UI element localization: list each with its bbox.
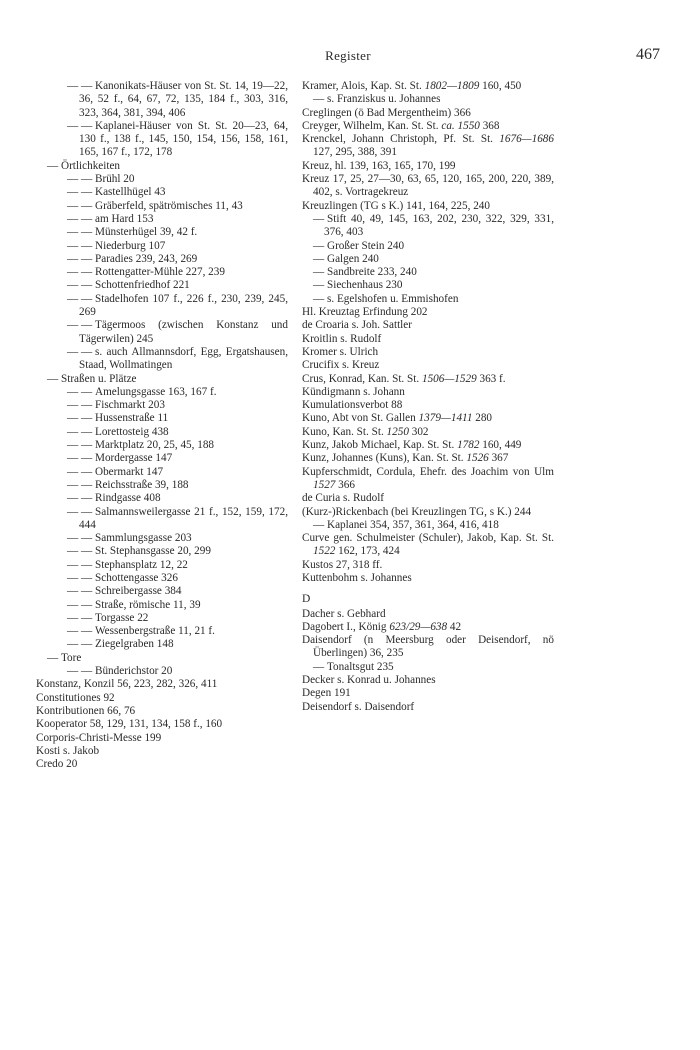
entry-text: Hl. Kreuztag Erfindung 202 bbox=[302, 306, 428, 319]
entry-text: Reichsstraße 39, 188 bbox=[95, 478, 189, 491]
index-entry bbox=[36, 412, 288, 425]
sub-entry-dash: — — bbox=[67, 665, 93, 678]
entry-text: Sammlungsgasse 203 bbox=[95, 532, 192, 545]
entry-text: Rottengatter-Mühle 227, 239 bbox=[95, 266, 225, 279]
index-entry bbox=[302, 506, 554, 519]
sub-entry-dash: — — bbox=[67, 345, 93, 358]
index-entry bbox=[302, 333, 554, 346]
sub-entry-dash: — — bbox=[67, 412, 93, 425]
index-entry bbox=[36, 625, 288, 638]
index-entry bbox=[36, 718, 288, 731]
entry-text: Kuno, Kan. St. St. bbox=[302, 425, 384, 438]
entry-text: Wessenbergstraße 11, 21 f. bbox=[95, 625, 215, 638]
sub-entry-dash: — — bbox=[67, 532, 93, 545]
entry-text: Kontributionen 66, 76 bbox=[36, 704, 136, 717]
index-entry bbox=[302, 621, 554, 634]
index-entry bbox=[302, 519, 554, 532]
index-entry bbox=[302, 412, 554, 425]
entry-text: Lorettosteig 438 bbox=[95, 425, 169, 438]
entry-text: Deisendorf s. Daisendorf bbox=[302, 700, 415, 713]
index-entry bbox=[302, 319, 554, 332]
entry-pages: 280 bbox=[475, 412, 492, 425]
entry-text: Kuttenbohm s. Johannes bbox=[302, 571, 412, 584]
index-entry bbox=[36, 585, 288, 598]
entry-text: Schreibergasse 384 bbox=[95, 585, 182, 598]
index-entry bbox=[302, 346, 554, 359]
index-entry bbox=[36, 279, 288, 292]
sub-entry-dash: — bbox=[313, 212, 325, 225]
index-entry bbox=[36, 120, 288, 160]
entry-text: Crus, Konrad, Kan. St. St. bbox=[302, 372, 420, 385]
index-entry bbox=[302, 200, 554, 213]
entry-text: Tore bbox=[61, 651, 82, 664]
sub-entry-dash: — bbox=[47, 159, 59, 172]
entry-text: Dagobert I., König bbox=[302, 620, 387, 633]
index-entry bbox=[302, 93, 554, 106]
index-entry bbox=[36, 705, 288, 718]
entry-pages: 127, 295, 388, 391 bbox=[313, 146, 397, 159]
index-entry bbox=[302, 279, 554, 292]
entry-text: Niederburg 107 bbox=[95, 239, 166, 252]
entry-text: s. Franziskus u. Johannes bbox=[327, 93, 441, 106]
index-entry bbox=[302, 173, 554, 200]
entry-text: Bünderichstor 20 bbox=[95, 665, 173, 678]
sub-entry-dash: — — bbox=[67, 638, 93, 651]
entry-text: (Kurz-)Rickenbach (bei Kreuzlingen TG, s K.) 244 bbox=[302, 505, 532, 518]
index-entry bbox=[36, 492, 288, 505]
sub-entry-dash: — — bbox=[67, 452, 93, 465]
sub-entry-dash: — bbox=[313, 239, 325, 252]
index-entry bbox=[36, 213, 288, 226]
entry-pages: 367 bbox=[491, 452, 509, 465]
sub-entry-dash: — — bbox=[67, 199, 93, 212]
entry-text: Dacher s. Gebhard bbox=[302, 607, 386, 620]
sub-entry-dash: — bbox=[313, 518, 325, 531]
sub-entry-dash: — — bbox=[67, 80, 93, 92]
sub-entry-dash: — — bbox=[67, 399, 93, 412]
index-entry bbox=[302, 661, 554, 674]
entry-text: Kustos 27, 318 ff. bbox=[302, 558, 383, 571]
sub-entry-dash: — — bbox=[67, 425, 93, 438]
index-entry bbox=[36, 226, 288, 239]
sub-entry-dash: — — bbox=[67, 279, 93, 292]
index-entry bbox=[302, 213, 554, 240]
entry-text: Brühl 20 bbox=[95, 173, 135, 186]
index-entry bbox=[36, 200, 288, 213]
entry-text: Kastellhügel 43 bbox=[95, 186, 166, 199]
entry-text: Kuno, Abt von St. Gallen bbox=[302, 412, 416, 425]
entry-dates: 1802—1809 bbox=[424, 80, 480, 92]
entry-text: Schottengasse 326 bbox=[95, 571, 178, 584]
entry-dates: 623/29—638 bbox=[389, 620, 448, 633]
entry-text: Creyger, Wilhelm, Kan. St. St. bbox=[302, 119, 439, 132]
entry-text: Stadelhofen 107 f., 226 f., 230, 239, 245, 269 bbox=[79, 292, 288, 319]
entry-text: Kreuz, hl. 139, 163, 165, 170, 199 bbox=[302, 159, 456, 172]
entry-text: Galgen 240 bbox=[327, 252, 379, 265]
index-entry bbox=[36, 572, 288, 585]
index-entry bbox=[302, 572, 554, 585]
index-entry bbox=[36, 638, 288, 651]
index-entry bbox=[302, 559, 554, 572]
index-entry bbox=[36, 186, 288, 199]
index-entry bbox=[36, 293, 288, 320]
sub-entry-dash: — — bbox=[67, 439, 93, 452]
index-entry bbox=[302, 466, 554, 493]
entry-text: Crucifix s. Kreuz bbox=[302, 359, 380, 372]
entry-text: Constitutiones 92 bbox=[36, 691, 115, 704]
entry-text: Amelungsgasse 163, 167 f. bbox=[95, 385, 217, 398]
entry-text: Großer Stein 240 bbox=[327, 239, 405, 252]
entry-text: Kunz, Johannes (Kuns), Kan. St. St. bbox=[302, 452, 464, 465]
sub-entry-dash: — — bbox=[67, 252, 93, 265]
index-entry bbox=[302, 386, 554, 399]
index-entry bbox=[302, 608, 554, 621]
sub-entry-dash: — bbox=[313, 93, 325, 106]
index-entry bbox=[36, 240, 288, 253]
entry-text: Straße, römische 11, 39 bbox=[95, 598, 201, 611]
index-entry bbox=[36, 373, 288, 386]
entry-dates: 1379—1411 bbox=[418, 412, 473, 425]
index-entry bbox=[36, 599, 288, 612]
entry-text: Kunz, Jakob Michael, Kap. St. St. bbox=[302, 439, 455, 452]
entry-text: Kanonikats-Häuser von St. St. 14, 19—22, 36, 52 f., 64, 67, 72, 135, 184 f., 303, 316, 323, 364, 381, 394, 406 bbox=[79, 80, 288, 119]
sub-entry-dash: — — bbox=[67, 492, 93, 505]
entry-text: Kupferschmidt, Cordula, Ehefr. des Joachim von Ulm bbox=[302, 465, 554, 478]
index-entry bbox=[302, 80, 554, 93]
sub-entry-dash: — — bbox=[67, 598, 93, 611]
entry-text: St. Stephansgasse 20, 299 bbox=[95, 545, 211, 558]
sub-entry-dash: — — bbox=[67, 173, 93, 186]
entry-text: Kündigmann s. Johann bbox=[302, 385, 405, 398]
sub-entry-dash: — — bbox=[67, 226, 93, 239]
sub-entry-dash: — bbox=[313, 252, 325, 265]
entry-text: Obermarkt 147 bbox=[95, 465, 164, 478]
index-entry bbox=[36, 692, 288, 705]
index-entry bbox=[36, 319, 288, 346]
sub-entry-dash: — — bbox=[67, 119, 93, 132]
entry-text: Fischmarkt 203 bbox=[95, 399, 165, 412]
entry-text: Kroitlin s. Rudolf bbox=[302, 332, 382, 345]
index-entry bbox=[302, 120, 554, 133]
sub-entry-dash: — bbox=[313, 292, 325, 305]
entry-text: Kumulationsverbot 88 bbox=[302, 399, 403, 412]
entry-text: Kaplanei-Häuser von St. St. 20—23, 64, 130 f., 138 f., 145, 150, 154, 156, 158, 161, 165, 167 f., 172, 178 bbox=[79, 119, 288, 159]
sub-entry-dash: — — bbox=[67, 585, 93, 598]
index-entry bbox=[36, 545, 288, 558]
sub-entry-dash: — — bbox=[67, 212, 93, 225]
index-entry bbox=[36, 612, 288, 625]
index-entry bbox=[36, 758, 288, 771]
entry-text: Kreuzlingen (TG s K.) 141, 164, 225, 240 bbox=[302, 199, 490, 212]
entry-pages: 162, 173, 424 bbox=[338, 545, 400, 558]
index-entry bbox=[302, 439, 554, 452]
entry-pages: 160, 450 bbox=[482, 80, 522, 92]
entry-pages: 366 bbox=[338, 478, 355, 491]
index-entry bbox=[36, 506, 288, 533]
index-entry bbox=[36, 439, 288, 452]
entry-dates: 1527 bbox=[313, 478, 336, 491]
entry-dates: 1522 bbox=[313, 545, 336, 558]
index-entry bbox=[36, 266, 288, 279]
entry-text: Krenckel, Johann Christoph, Pf. St. St. bbox=[302, 133, 493, 146]
sub-entry-dash: — bbox=[313, 279, 325, 292]
entry-text: Creglingen (ö Bad Mergentheim) 366 bbox=[302, 106, 471, 119]
entry-dates: 1250 bbox=[386, 425, 409, 438]
page-number: 467 bbox=[636, 46, 660, 63]
entry-text: Salmannsweilergasse 21 f., 152, 159, 172, 444 bbox=[79, 505, 288, 531]
entry-text: s. auch Allmannsdorf, Egg, Ergatshausen, Staad, Wollmatingen bbox=[79, 345, 288, 372]
left-index-column bbox=[36, 80, 288, 771]
index-entry bbox=[302, 240, 554, 253]
entry-text: Corporis-Christi-Messe 199 bbox=[36, 731, 162, 744]
entry-text: Ziegelgraben 148 bbox=[95, 638, 174, 651]
entry-dates: 1506—1529 bbox=[421, 372, 477, 385]
sub-entry-dash: — — bbox=[67, 319, 93, 332]
index-entry bbox=[36, 678, 288, 691]
entry-text: Kaplanei 354, 357, 361, 364, 416, 418 bbox=[327, 518, 499, 531]
sub-entry-dash: — — bbox=[67, 292, 93, 305]
entry-text: Kramer, Alois, Kap. St. St. bbox=[302, 80, 422, 92]
entry-text: Kooperator 58, 129, 131, 134, 158 f., 160 bbox=[36, 718, 223, 731]
entry-dates: ca. 1550 bbox=[441, 119, 480, 132]
index-entry bbox=[36, 479, 288, 492]
entry-text: Tägermoos (zwischen Konstanz und Tägerwilen) 245 bbox=[79, 319, 288, 345]
entry-text: Straßen u. Plätze bbox=[61, 372, 137, 385]
entry-dates: 1782 bbox=[457, 439, 480, 452]
entry-dates: 1526 bbox=[466, 452, 489, 465]
index-entry bbox=[302, 107, 554, 120]
index-entry bbox=[36, 652, 288, 665]
entry-text: Credo 20 bbox=[36, 758, 78, 771]
index-entry bbox=[36, 386, 288, 399]
entry-text: am Hard 153 bbox=[95, 212, 154, 225]
entry-text: Stephansplatz 12, 22 bbox=[95, 558, 188, 571]
index-entry bbox=[302, 253, 554, 266]
index-entry bbox=[302, 634, 554, 661]
entry-text: Degen 191 bbox=[302, 687, 351, 700]
page-header bbox=[36, 46, 660, 72]
index-entry bbox=[36, 346, 288, 373]
index-entry bbox=[302, 492, 554, 505]
entry-text: Münsterhügel 39, 42 f. bbox=[95, 226, 198, 239]
sub-entry-dash: — — bbox=[67, 465, 93, 478]
index-entry bbox=[36, 173, 288, 186]
entry-pages: 160, 449 bbox=[482, 439, 522, 452]
entry-text: Gräberfeld, spätrömisches 11, 43 bbox=[95, 199, 243, 212]
entry-text: Decker s. Konrad u. Johannes bbox=[302, 674, 436, 687]
index-entry bbox=[36, 452, 288, 465]
entry-pages: 42 bbox=[449, 620, 462, 633]
sub-entry-dash: — bbox=[313, 660, 325, 673]
sub-entry-dash: — — bbox=[67, 625, 93, 638]
index-entry bbox=[302, 399, 554, 412]
index-entry bbox=[36, 399, 288, 412]
sub-entry-dash: — — bbox=[67, 558, 93, 571]
index-entry bbox=[36, 532, 288, 545]
index-entry bbox=[36, 732, 288, 745]
right-index-column bbox=[302, 80, 554, 714]
index-entry bbox=[36, 466, 288, 479]
entry-pages: 302 bbox=[411, 425, 429, 438]
index-entry bbox=[36, 253, 288, 266]
index-entry bbox=[302, 306, 554, 319]
sub-entry-dash: — bbox=[47, 651, 59, 664]
entry-text: Daisendorf (n Meersburg oder Deisendorf, nö Überlingen) 36, 235 bbox=[302, 634, 554, 660]
index-entry bbox=[302, 532, 554, 559]
entry-text: Curve gen. Schulmeister (Schuler), Jakob, Kap. St. St. bbox=[302, 532, 554, 545]
sub-entry-dash: — bbox=[313, 266, 325, 279]
section-letter: D bbox=[302, 593, 311, 606]
entry-text: Stift 40, 49, 145, 163, 202, 230, 322, 329, 331, 376, 403 bbox=[324, 212, 554, 239]
entry-text: Kromer s. Ulrich bbox=[302, 345, 379, 358]
entry-text: Schottenfriedhof 221 bbox=[95, 279, 190, 292]
sub-entry-dash: — — bbox=[67, 611, 93, 624]
sub-entry-dash: — — bbox=[67, 571, 93, 584]
index-entry bbox=[302, 687, 554, 700]
index-entry bbox=[302, 701, 554, 714]
index-entry bbox=[302, 373, 554, 386]
index-entry bbox=[302, 674, 554, 687]
index-entry bbox=[302, 293, 554, 306]
entry-text: Hussenstraße 11 bbox=[95, 412, 169, 425]
entry-text: Mordergasse 147 bbox=[95, 452, 173, 465]
entry-text: Marktplatz 20, 25, 45, 188 bbox=[95, 439, 215, 452]
entry-dates: 1676—1686 bbox=[499, 133, 554, 146]
index-entry bbox=[36, 80, 288, 120]
index-entry bbox=[302, 133, 554, 160]
entry-text: Kosti s. Jakob bbox=[36, 744, 100, 757]
entry-text: Tonaltsgut 235 bbox=[327, 660, 394, 673]
index-entry bbox=[36, 665, 288, 678]
sub-entry-dash: — — bbox=[67, 505, 93, 518]
index-entry bbox=[36, 745, 288, 758]
sub-entry-dash: — — bbox=[67, 478, 93, 491]
entry-text: de Croaria s. Joh. Sattler bbox=[302, 319, 412, 332]
index-entry bbox=[36, 559, 288, 572]
index-entry bbox=[302, 452, 554, 465]
index-entry bbox=[302, 266, 554, 279]
sub-entry-dash: — — bbox=[67, 266, 93, 279]
index-entry bbox=[302, 160, 554, 173]
index-entry bbox=[302, 426, 554, 439]
entry-text: s. Egelshofen u. Emmishofen bbox=[327, 292, 459, 305]
entry-text: Örtlichkeiten bbox=[61, 159, 121, 172]
sub-entry-dash: — — bbox=[67, 239, 93, 252]
running-title: Register bbox=[325, 48, 371, 63]
entry-text: Rindgasse 408 bbox=[95, 492, 161, 505]
entry-text: de Curia s. Rudolf bbox=[302, 492, 385, 505]
sub-entry-dash: — — bbox=[67, 545, 93, 558]
index-entry bbox=[36, 160, 288, 173]
entry-text: Konstanz, Konzil 56, 223, 282, 326, 411 bbox=[36, 678, 218, 691]
entry-text: Kreuz 17, 25, 27—30, 63, 65, 120, 165, 200, 220, 389, 402, s. Vortragekreuz bbox=[302, 173, 554, 199]
entry-pages: 363 f. bbox=[479, 372, 506, 385]
entry-text: Siechenhaus 230 bbox=[327, 279, 403, 292]
entry-pages: 368 bbox=[482, 119, 500, 132]
sub-entry-dash: — — bbox=[67, 186, 93, 199]
index-entry bbox=[36, 426, 288, 439]
entry-text: Paradies 239, 243, 269 bbox=[95, 252, 198, 265]
entry-text: Sandbreite 233, 240 bbox=[327, 266, 417, 279]
entry-text: Torgasse 22 bbox=[95, 611, 149, 624]
index-entry bbox=[302, 359, 554, 372]
sub-entry-dash: — bbox=[47, 372, 59, 385]
sub-entry-dash: — — bbox=[67, 385, 93, 398]
